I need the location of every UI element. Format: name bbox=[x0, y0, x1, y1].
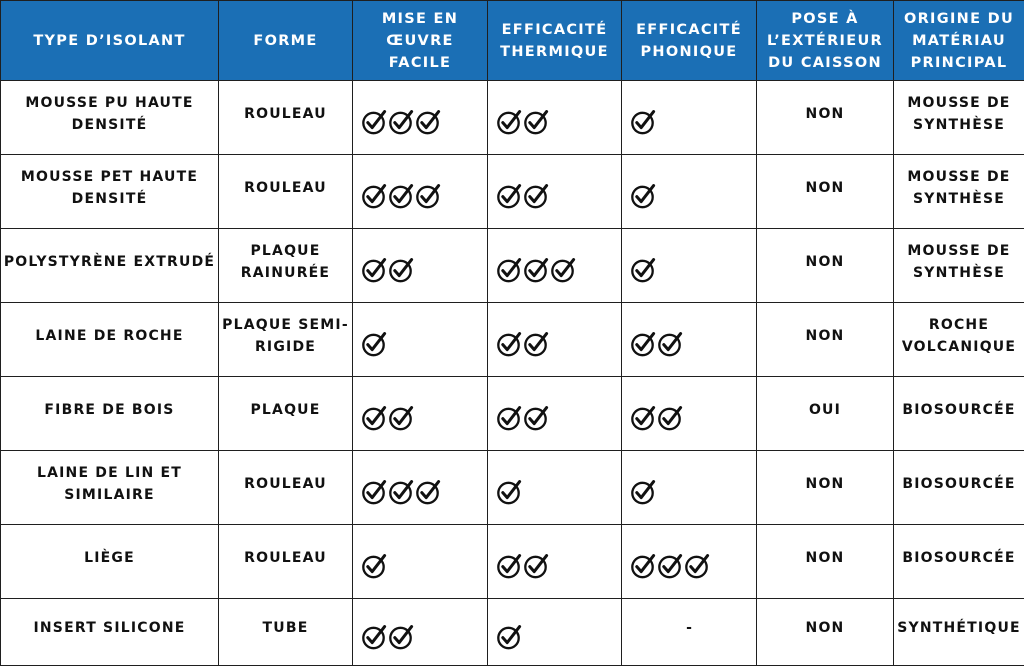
circled-checkmark-icon bbox=[388, 183, 414, 209]
cell-pose-exterieur bbox=[757, 451, 894, 525]
cell-efficacite-thermique bbox=[488, 599, 622, 666]
cell-mise-en-oeuvre bbox=[353, 155, 488, 229]
cell-type bbox=[1, 525, 219, 599]
circled-checkmark-icon bbox=[523, 405, 549, 431]
table-row bbox=[1, 525, 1024, 599]
cell-pose-exterieur-text: NON bbox=[759, 325, 891, 347]
cell-type-text: INSERT SILICONE bbox=[3, 617, 216, 639]
cell-origine bbox=[894, 155, 1024, 229]
cell-efficacite-phonique bbox=[622, 451, 757, 525]
cell-forme bbox=[219, 451, 353, 525]
circled-checkmark-icon bbox=[630, 257, 656, 283]
header-mise-en-oeuvre: MISE EN ŒUVRE FACILE bbox=[353, 1, 488, 81]
cell-origine-text: BIOSOURCÉE bbox=[896, 399, 1022, 421]
circled-checkmark-icon bbox=[523, 257, 549, 283]
table-row bbox=[1, 303, 1024, 377]
cell-forme bbox=[219, 81, 353, 155]
circled-checkmark-icon bbox=[496, 624, 522, 650]
table-row bbox=[1, 377, 1024, 451]
circled-checkmark-icon bbox=[657, 553, 683, 579]
rating-checks bbox=[361, 257, 414, 283]
circled-checkmark-icon bbox=[361, 331, 387, 357]
table-row bbox=[1, 81, 1024, 155]
no-rating-dash: - bbox=[624, 617, 754, 639]
circled-checkmark-icon bbox=[388, 624, 414, 650]
rating-checks bbox=[496, 553, 549, 579]
table-row bbox=[1, 155, 1024, 229]
cell-efficacite-phonique bbox=[622, 303, 757, 377]
cell-pose-exterieur-text: NON bbox=[759, 617, 891, 639]
header-type: TYPE D’ISOLANT bbox=[1, 1, 219, 81]
cell-pose-exterieur-text: OUI bbox=[759, 399, 891, 421]
cell-efficacite-phonique bbox=[622, 599, 757, 666]
cell-type bbox=[1, 303, 219, 377]
circled-checkmark-icon bbox=[496, 257, 522, 283]
cell-origine bbox=[894, 303, 1024, 377]
circled-checkmark-icon bbox=[550, 257, 576, 283]
cell-pose-exterieur bbox=[757, 229, 894, 303]
cell-origine bbox=[894, 229, 1024, 303]
circled-checkmark-icon bbox=[496, 479, 522, 505]
circled-checkmark-icon bbox=[523, 183, 549, 209]
circled-checkmark-icon bbox=[361, 109, 387, 135]
cell-origine bbox=[894, 377, 1024, 451]
rating-checks bbox=[630, 109, 656, 135]
cell-efficacite-thermique bbox=[488, 451, 622, 525]
cell-forme bbox=[219, 155, 353, 229]
table-row bbox=[1, 229, 1024, 303]
cell-origine bbox=[894, 451, 1024, 525]
circled-checkmark-icon bbox=[361, 624, 387, 650]
rating-checks bbox=[361, 553, 387, 579]
rating-checks bbox=[361, 624, 414, 650]
cell-origine-text: SYNTHÉTIQUE bbox=[896, 617, 1022, 639]
cell-efficacite-phonique bbox=[622, 229, 757, 303]
cell-forme-text: ROULEAU bbox=[221, 177, 350, 199]
cell-pose-exterieur bbox=[757, 81, 894, 155]
cell-type-text: MOUSSE PU HAUTE DENSITÉ bbox=[3, 92, 216, 136]
cell-origine bbox=[894, 525, 1024, 599]
cell-mise-en-oeuvre bbox=[353, 81, 488, 155]
cell-pose-exterieur-text: NON bbox=[759, 547, 891, 569]
cell-mise-en-oeuvre bbox=[353, 525, 488, 599]
cell-pose-exterieur-text: NON bbox=[759, 473, 891, 495]
rating-checks bbox=[630, 331, 683, 357]
cell-type-text: LAINE DE ROCHE bbox=[3, 325, 216, 347]
header-origine: ORIGINE DU MATÉRIAU PRINCIPAL bbox=[894, 1, 1024, 81]
cell-pose-exterieur bbox=[757, 599, 894, 666]
cell-forme-text: PLAQUE bbox=[221, 399, 350, 421]
rating-checks bbox=[630, 183, 656, 209]
rating-checks bbox=[361, 183, 441, 209]
cell-forme bbox=[219, 377, 353, 451]
rating-checks bbox=[630, 405, 683, 431]
circled-checkmark-icon bbox=[361, 183, 387, 209]
cell-efficacite-thermique bbox=[488, 81, 622, 155]
cell-origine-text: BIOSOURCÉE bbox=[896, 547, 1022, 569]
cell-forme-text: PLAQUE SEMI-RIGIDE bbox=[221, 314, 350, 358]
cell-mise-en-oeuvre bbox=[353, 451, 488, 525]
rating-checks bbox=[496, 479, 522, 505]
circled-checkmark-icon bbox=[388, 405, 414, 431]
circled-checkmark-icon bbox=[496, 405, 522, 431]
rating-checks bbox=[361, 479, 441, 505]
cell-pose-exterieur-text: NON bbox=[759, 177, 891, 199]
cell-mise-en-oeuvre bbox=[353, 229, 488, 303]
cell-efficacite-thermique bbox=[488, 303, 622, 377]
circled-checkmark-icon bbox=[496, 183, 522, 209]
cell-pose-exterieur-text: NON bbox=[759, 251, 891, 273]
cell-efficacite-thermique bbox=[488, 377, 622, 451]
cell-type-text: LAINE DE LIN ET SIMILAIRE bbox=[3, 462, 216, 506]
circled-checkmark-icon bbox=[388, 257, 414, 283]
cell-efficacite-phonique bbox=[622, 377, 757, 451]
cell-type bbox=[1, 599, 219, 666]
cell-type-text: MOUSSE PET HAUTE DENSITÉ bbox=[3, 166, 216, 210]
cell-pose-exterieur bbox=[757, 303, 894, 377]
cell-origine-text: ROCHE VOLCANIQUE bbox=[896, 314, 1022, 358]
circled-checkmark-icon bbox=[496, 331, 522, 357]
cell-forme bbox=[219, 229, 353, 303]
circled-checkmark-icon bbox=[496, 109, 522, 135]
rating-checks bbox=[630, 553, 710, 579]
cell-forme bbox=[219, 525, 353, 599]
circled-checkmark-icon bbox=[523, 553, 549, 579]
circled-checkmark-icon bbox=[684, 553, 710, 579]
header-forme: FORME bbox=[219, 1, 353, 81]
circled-checkmark-icon bbox=[630, 479, 656, 505]
cell-efficacite-phonique bbox=[622, 81, 757, 155]
cell-forme bbox=[219, 303, 353, 377]
rating-checks bbox=[496, 331, 549, 357]
cell-origine-text: MOUSSE DE SYNTHÈSE bbox=[896, 166, 1022, 210]
cell-mise-en-oeuvre bbox=[353, 377, 488, 451]
cell-forme-text: TUBE bbox=[221, 617, 350, 639]
rating-checks bbox=[496, 405, 549, 431]
cell-type bbox=[1, 155, 219, 229]
circled-checkmark-icon bbox=[630, 553, 656, 579]
rating-checks bbox=[496, 109, 549, 135]
cell-pose-exterieur bbox=[757, 155, 894, 229]
circled-checkmark-icon bbox=[388, 109, 414, 135]
rating-checks bbox=[496, 624, 522, 650]
circled-checkmark-icon bbox=[361, 553, 387, 579]
cell-efficacite-thermique bbox=[488, 525, 622, 599]
cell-pose-exterieur bbox=[757, 525, 894, 599]
table-row bbox=[1, 599, 1024, 666]
circled-checkmark-icon bbox=[630, 109, 656, 135]
cell-forme-text: ROULEAU bbox=[221, 473, 350, 495]
cell-type-text: LIÈGE bbox=[3, 547, 216, 569]
circled-checkmark-icon bbox=[361, 479, 387, 505]
circled-checkmark-icon bbox=[657, 331, 683, 357]
cell-type-text: POLYSTYRÈNE EXTRUDÉ bbox=[3, 251, 216, 273]
header-efficacite-phonique: EFFICACITÉ PHONIQUE bbox=[622, 1, 757, 81]
cell-type bbox=[1, 229, 219, 303]
circled-checkmark-icon bbox=[388, 479, 414, 505]
rating-checks bbox=[361, 405, 414, 431]
cell-efficacite-phonique bbox=[622, 525, 757, 599]
header-pose-exterieur: POSE À L’EXTÉRIEUR DU CAISSON bbox=[757, 1, 894, 81]
circled-checkmark-icon bbox=[657, 405, 683, 431]
rating-checks bbox=[630, 479, 656, 505]
cell-pose-exterieur bbox=[757, 377, 894, 451]
rating-checks bbox=[361, 109, 441, 135]
circled-checkmark-icon bbox=[523, 109, 549, 135]
rating-checks bbox=[496, 257, 576, 283]
cell-type bbox=[1, 81, 219, 155]
circled-checkmark-icon bbox=[630, 331, 656, 357]
cell-type bbox=[1, 377, 219, 451]
cell-forme-text: ROULEAU bbox=[221, 547, 350, 569]
cell-type bbox=[1, 451, 219, 525]
circled-checkmark-icon bbox=[496, 553, 522, 579]
rating-checks bbox=[496, 183, 549, 209]
circled-checkmark-icon bbox=[523, 331, 549, 357]
cell-type-text: FIBRE DE BOIS bbox=[3, 399, 216, 421]
circled-checkmark-icon bbox=[630, 183, 656, 209]
cell-origine-text: MOUSSE DE SYNTHÈSE bbox=[896, 92, 1022, 136]
cell-pose-exterieur-text: NON bbox=[759, 103, 891, 125]
cell-origine-text: BIOSOURCÉE bbox=[896, 473, 1022, 495]
circled-checkmark-icon bbox=[630, 405, 656, 431]
rating-checks bbox=[361, 331, 387, 357]
cell-forme-text: ROULEAU bbox=[221, 103, 350, 125]
circled-checkmark-icon bbox=[361, 257, 387, 283]
cell-origine bbox=[894, 599, 1024, 666]
circled-checkmark-icon bbox=[361, 405, 387, 431]
header-row bbox=[1, 1, 1024, 81]
circled-checkmark-icon bbox=[415, 183, 441, 209]
circled-checkmark-icon bbox=[415, 479, 441, 505]
cell-efficacite-thermique bbox=[488, 229, 622, 303]
cell-origine-text: MOUSSE DE SYNTHÈSE bbox=[896, 240, 1022, 284]
cell-mise-en-oeuvre bbox=[353, 303, 488, 377]
cell-efficacite-thermique bbox=[488, 155, 622, 229]
cell-forme bbox=[219, 599, 353, 666]
circled-checkmark-icon bbox=[415, 109, 441, 135]
cell-forme-text: PLAQUE RAINURÉE bbox=[221, 240, 350, 284]
header-efficacite-thermique: EFFICACITÉ THERMIQUE bbox=[488, 1, 622, 81]
rating-checks bbox=[630, 257, 656, 283]
cell-efficacite-phonique bbox=[622, 155, 757, 229]
cell-mise-en-oeuvre bbox=[353, 599, 488, 666]
table-row bbox=[1, 451, 1024, 525]
cell-origine bbox=[894, 81, 1024, 155]
